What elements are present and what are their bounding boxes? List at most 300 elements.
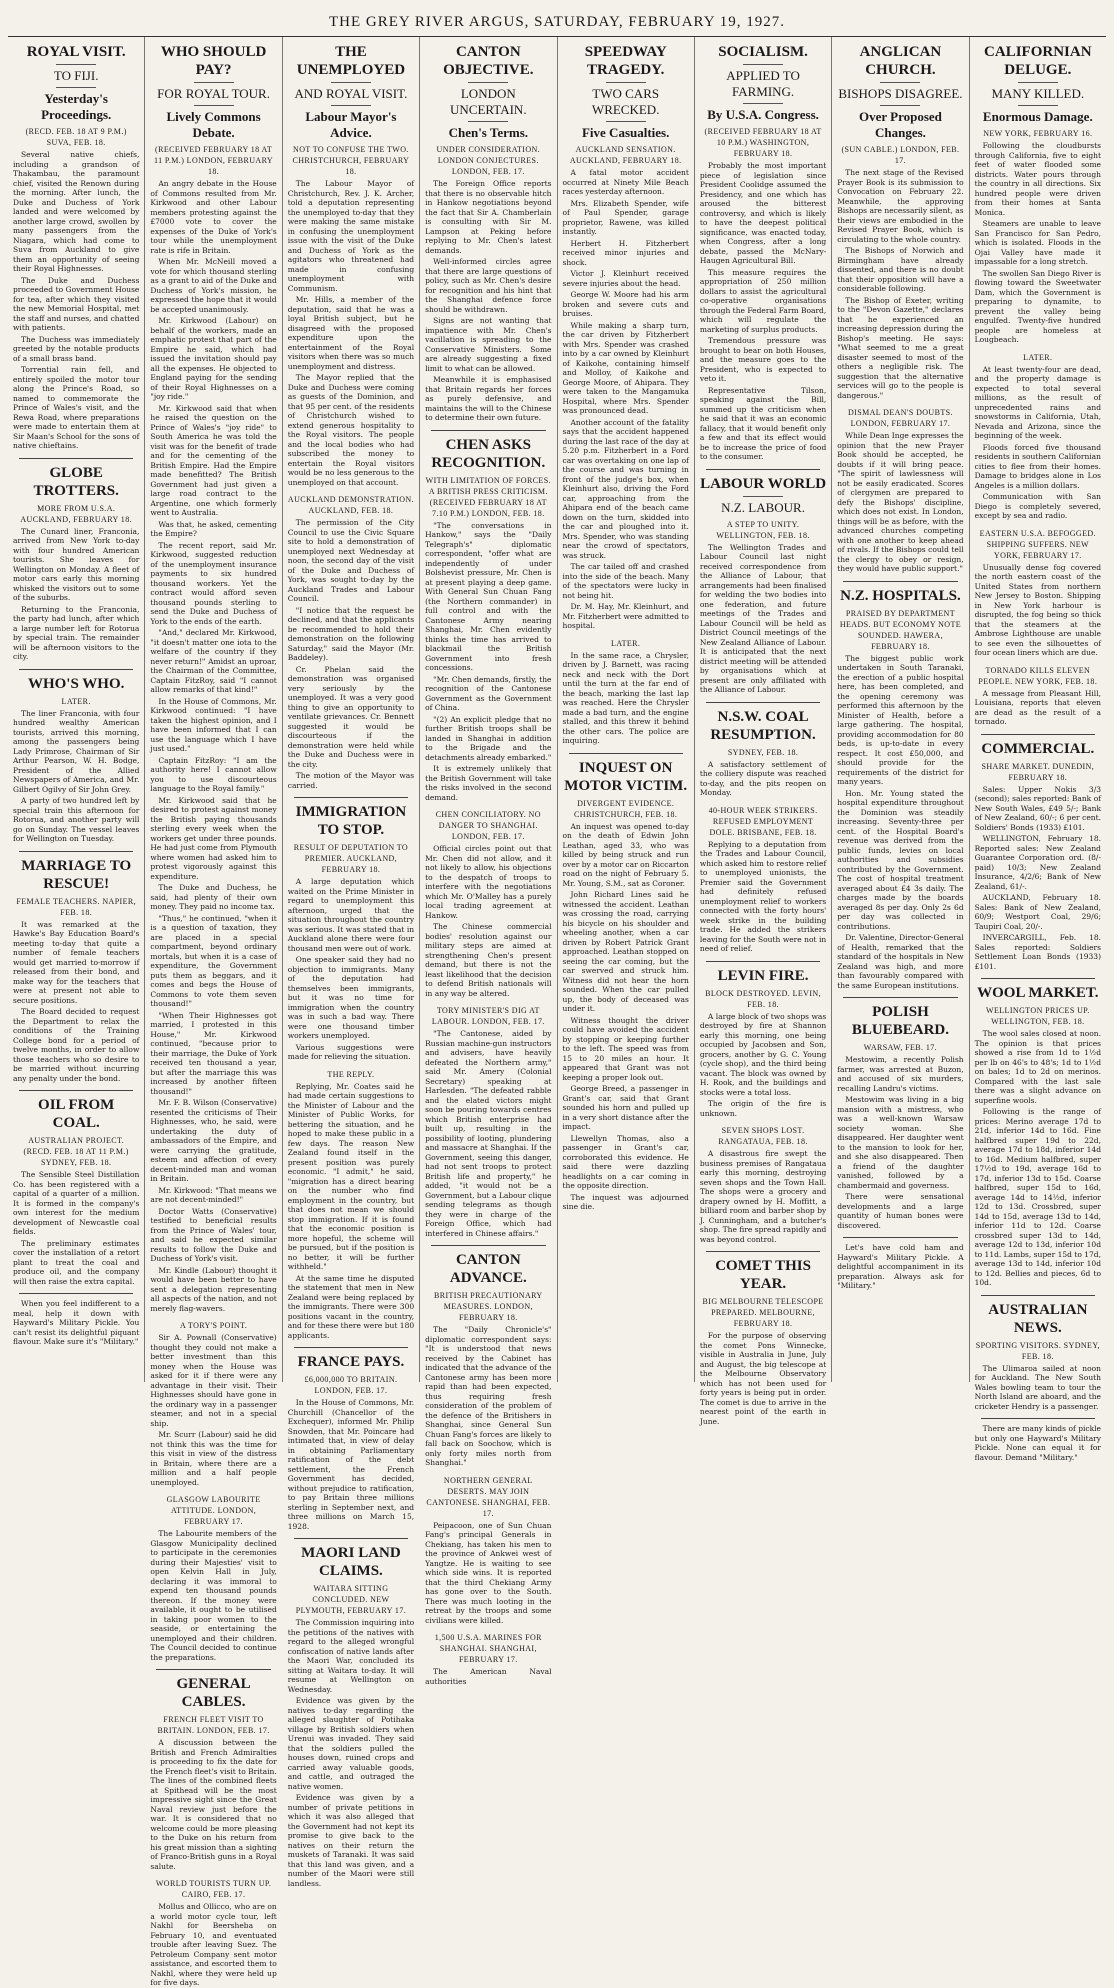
article-paragraph: Meanwhile it is emphasised that Britain regards her forces as purely defensive, and maintains the will to the Chinese to determine their own future.: [425, 375, 552, 422]
article-paragraph: "The conversations in Hankow," says the "Daily Telegraph's" diplomatic correspondent, "offer what are independently of under Bolshevist pressure, Mr. Chen is at present playing a deep game. With General Sun Chuan Fang (the Northern commander) in full control and with the Cantonese Army nearing Shanghai, Mr. Chen evidently thinks the time has arrived to blackmail the British Government into fresh concessions.: [425, 520, 552, 672]
article-headline: GLOBE TROTTERS.: [33, 464, 119, 499]
article-dateline: AUCKLAND DEMONSTRATION. AUCKLAND, FEB. 18.: [287, 495, 414, 515]
article-paragraph: "And," declared Mr. Kirkwood, "it doesn't matter one iota to the welfare of the country if they never return!" Amidst an uproar, the Chairman of the Committee, Captain FitzRoy, said "I cannot allow remarks of that kind!": [150, 628, 277, 694]
article-headline: ANGLICAN CHURCH.: [859, 44, 942, 78]
article: [975, 740, 1101, 972]
article-headline: POLISH BLUEBEARD.: [851, 1004, 949, 1038]
article-headline: IMMIGRATION TO STOP.: [295, 804, 407, 838]
article-paragraph: Victor J. Kleinhurt received severe injuries about the head.: [562, 269, 689, 288]
article-dateline: SEVEN SHOPS LOST. RANGATAUA, FEB. 18.: [718, 1126, 808, 1146]
headline-rule: [1018, 105, 1058, 106]
article-dateline: WITH LIMITATION OF FORCES. A BRITISH PRESS CRITICISM. (RECEIVED FEBRUARY 18 AT 7.10 P.M.) LONDON, FEB. 18.: [425, 475, 551, 518]
article-headline: N.Z. HOSPITALS.: [840, 587, 961, 604]
article: [425, 1475, 551, 1626]
article-paragraph: Cr. Phelan said the demonstration was organised very seriously by the unemployed. It was a very good thing to give an opportunity to ventilate grievances. Cr. Bennett suggested it would be discourteous if the demonstration were held while the Duke and Duchess were in the city.: [287, 664, 415, 769]
article: [13, 43, 139, 451]
article-paragraph: Another account of the fatality says that the accident happened during the last race of the day at 5.20 p.m. Fitzherbert in a Ford car was overtaking on one lap of the course and was turning in front of the judge's box, when Kleinhurt also, driving the Ford car, approaching from the Ahipara end of the beach came down on the turn, skidded into the car and ploughed into it. Mrs. Spender, who was standing near the crowd of spectators, was struck.: [562, 417, 689, 560]
article-headline: CANTON ADVANCE.: [449, 1252, 527, 1286]
article-divider: [431, 1245, 545, 1246]
article-paragraph: The Bishop of Exeter, writing to the "Devon Gazette," declares that he experienced an increasing depression during the Bishop's meeting. He says: "What seemed to me a great disaster seemed to most of the others a negligible risk. The suggestion that the alternative services will go to the people is dangerous.": [837, 295, 964, 400]
article: [150, 1675, 276, 1871]
article-deck: Five Casualties.: [581, 125, 670, 140]
article: [975, 528, 1101, 658]
headline-rule: [468, 121, 508, 122]
article-paragraph: There were sensational developments and a large quantity of human bones were discovered.: [837, 1192, 964, 1230]
article-paragraph: Mr. Kirkwood (Labour) on behalf of the workers, made an emphatic protest that part of the Empire he said, which had issued the invitation should pay all the expenses. He objected to England paying for the sending of their Royal Highnesses on a "joy ride.": [150, 316, 277, 401]
article-dateline: AUCKLAND SENSATION. AUCKLAND, FEBRUARY 18.: [569, 145, 682, 165]
article-headline: OIL FROM COAL.: [38, 1097, 115, 1131]
article-headline: WHO'S WHO.: [27, 675, 125, 692]
article-paragraph: Peipacoon, one of Sun Chuan Fang's principal Generals in Chekiang, has taken his men to the province of Ankwei west of Yangtze. He is waiting to see which side wins. It is reported that the third Chekiang Army has gone over to the South. There was much looting in the retreat by the troops and some civilians were killed.: [425, 1520, 552, 1625]
article-dateline: PRAISED BY DEPARTMENT HEADS. BUT ECONOMY NOTE SOUNDED. HAWERA, FEBRUARY 18.: [839, 608, 962, 651]
article-paragraph: When Mr. McNeill moved a vote for which thousand sterling as a grant to aid of the Duke and Duchess of York's mission, he expressed the hope that it would be accepted unanimously.: [150, 257, 277, 314]
article-dateline: (RECEIVED FEBRUARY 18 AT 11 P.M.) LONDON, FEBRUARY 18.: [154, 145, 274, 176]
article-deck: Over Proposed Changes.: [858, 109, 942, 140]
article-dateline: RESULT OF DEPUTATION TO PREMIER. AUCKLAND, FEBRUARY 18.: [293, 843, 409, 874]
headline-rule: [743, 103, 783, 104]
article-paragraph: The Wellington Trades and Labour Council last night received correspondence from the Alliance of Labour, that arrangements had been finalised for welding the two bodies into one federation, and future meetings of the Trades and Labour Council will be held as District Council meetings of the New Zealand Alliance of Labour. It is anticipated that the next district meeting will be attended by organisations which at present are only affiliated with the Alliance of Labour.: [699, 542, 827, 694]
article-divider: [569, 753, 683, 754]
article-paragraph: Mestowim, a recently Polish farmer, was arrested at Buzon, and accused of six murders, recalling Landru's victims.: [837, 1055, 964, 1093]
article-paragraph: A discussion between the British and French Admiralties is proceeding to fix the date for the French fleet's visit to Britain. The lines of the combined fleets at Spithead will be the most impressive sight since the Great Naval review just before the war. It is considered that no welcome could be more pleasing to the Duke on his return from his great mission than a sighting of Franco-British guns in a Royal salute.: [150, 1738, 277, 1871]
article-paragraph: Several native chiefs, including a grandson of Thakambau, the paramount chief, visited the Renown during the morning. After lunch, the Duke and Duchess of York landed and were welcomed by another large crowd, swollen by many passengers from the Niagara, which had come to Suva from Auckland to give them an opportunity of seeing their Royal Highnesses.: [13, 150, 140, 273]
article-paragraph: Following the cloudbursts through California, five to eight feet of water flooded some districts. Water pours through the country in all directions. Six hundred people were driven from their homes at Santa Monica.: [974, 141, 1101, 217]
article: [13, 464, 139, 662]
article-paragraph: Well-informed circles agree that there are large questions of policy, such as Mr. Chen's desire for recognition and his hint that the Shanghai defence force should be withdrawn.: [425, 257, 552, 314]
article-dateline: (SUN CABLE.) LONDON, FEB. 17.: [841, 145, 960, 165]
article-divider: [294, 797, 408, 798]
article-paragraph: At least twenty-four are dead, and the property damage is expected to total several millions, as the result of unprecedented rains and snowstorms in California, Utah, Nevada and Arizona, since the beginning of the week.: [974, 364, 1101, 440]
article-paragraph: Mestowim was living in a big mansion with a mistress, who was a well-known Warsaw society woman. She disappeared. Her daughter went to the mansion to look for her, and she also disappeared. Then a friend of the daughter vanished, followed by a chambermaid and governess.: [837, 1095, 964, 1190]
article: [150, 1320, 276, 1487]
article-divider: [981, 1295, 1095, 1296]
article: [13, 1096, 139, 1286]
article: [288, 1069, 414, 1341]
article-paragraph: Communication with San Diego is completely severed, except by sea and radio.: [974, 492, 1101, 520]
article-paragraph: "When Their Highnesses got married, I protested in this House," Mr. Kirkwood continued, "because prior to their marriage, the Duke of York received ten thousand a year, but after the marriage this was increased by another fifteen thousand!": [150, 1010, 277, 1096]
article-paragraph: "The Cantonese, aided by Russian machine-gun instructors and advisers, have heavily defeated the Northern army," said Mr. Amery (Colonial Secretary) speaking at Harlesden. "The defeated rabble and the elated victors might soon be pouring towards centres which British enterprise had built up, resulting in the possibility of looting, plundering and massacre at Shanghai. If the Government, seeing this danger, had not sent troops to protect British life and property," he added, "it would not be a Government, but a Labour clique sending telegrams as though they were in charge of the Foreign Office, which had interfered in Chinese affairs.": [425, 1029, 552, 1238]
article-dateline: WELLINGTON PRICES UP. WELLINGTON, FEB. 18.: [986, 1006, 1090, 1026]
article-dateline: UNDER CONSIDERATION. LONDON CONJECTURES. LONDON, FEB. 17.: [436, 145, 541, 176]
article-paragraph: Was that, he asked, cementing the Empire?: [150, 519, 277, 538]
article-paragraph: In the same race, a Chrysler, driven by J. Barnett, was racing neck and neck with the Dort until the turn at the far end of the beach, marking the last lap was reached. Here the Chrysler made a bad turn, and the engine stalled, and this threw it behind the other cars. The police are inquiring.: [562, 650, 689, 745]
article-paragraph: Dr. M. Hay, Mr. Kleinhurt, and Mr. Fitzherbert were admitted to hospital.: [562, 602, 689, 630]
article: [975, 984, 1101, 1288]
article: [288, 803, 414, 1062]
article-paragraph: Mr. Hills, a member of the deputation, said that he was a loyal British subject, but he disagreed with the proposed expenditure upon the entertainment of the Royal visitors when there was so much unemployment and distress.: [287, 295, 415, 371]
article-dateline: WORLD TOURISTS TURN UP. CAIRO, FEB. 17.: [155, 1879, 272, 1899]
article: [837, 43, 963, 400]
article-paragraph: An inquest was opened to-day on the death of Edwin John Leathan, aged 33, who was killed by being struck and run over by a motor car on Riccarton road on the night of February 5. Mr. Young, S.M., sat as Coroner.: [562, 821, 689, 888]
article: [837, 587, 963, 991]
article-dateline: GLASGOW LABOURITE ATTITUDE. LONDON, FEBRUARY 17.: [166, 1495, 261, 1526]
headline-rule: [331, 82, 371, 83]
article-headline: CALIFORNIAN DELUGE.: [984, 44, 1092, 78]
article-dateline: WAITARA SITTING CONCLUDED. NEW PLYMOUTH, FEBRUARY 17.: [295, 1584, 407, 1615]
article-paragraph: "(2) An explicit pledge that no further British troops shall be landed in Shanghai in addition to the Brigade and the detachments already embarked.": [425, 714, 552, 762]
column-5: [558, 37, 695, 1382]
article-paragraph: The Ulimaroa sailed at noon for Auckland. The New South Wales bowling team to tour the North Island are aboard, and the cricketer Hendry is a passenger.: [974, 1363, 1101, 1411]
article-paragraph: Signs are not wanting that impatience with Mr. Chen's vacillation is spreading to the Conservative Ministers. Some are already suggesting a fixed limit to what can be allowed.: [425, 316, 552, 373]
article: [150, 1878, 276, 1988]
article-dateline: DISMAL DEAN'S DOUBTS. LONDON, FEBRUARY 17.: [847, 408, 953, 428]
article-paragraph: A fatal motor accident occurred at Ninety Mile Beach races yesterday afternoon.: [562, 168, 689, 196]
article-paragraph: Replying, Mr. Coates said he had made certain suggestions to the Minister of Labour and the Minister of Public Works, for bettering the situation, and he hoped to make these public in a few days. The reason New Zealand found itself in the present position was purely economic. "I admit," he said, "migration has a direct bearing on the number who find employment in the country, but that does not mean we should stop immigration. If it is found that the economic position is more hopeful, the scheme will be pursued, but if the position is no better, it will be further withheld.": [287, 1081, 415, 1271]
advert-text: When you feel indifferent to a meal, help it down with Hayward's Military Pickle. You can't resist its delightful piquant flavour. Make sure it's "Military.": [13, 1299, 140, 1346]
article-dateline: BRITISH PRECAUTIONARY MEASURES. LONDON, FEBRUARY 18.: [433, 1291, 543, 1322]
article-paragraph: John Richard Lines said he witnessed the accident. Leathan was crossing the road, carrying his bicycle on his shoulder and wheeling another, when a car driven by Robert Patrick Grant approached. Leathan stopped on seeing the car coming, but the car swerved and struck him. Witness did not hear the horn sounded. When the car pulled up, the body of deceased was under it.: [562, 890, 689, 1013]
article-paragraph: Replying to a deputation from the Trades and Labour Council, which asked him to restore relief to unemployed unionists, the Premier said the Government had definitely refused unemployment relief to workers connected with the forty hours' week strike in the building trade. He added the strikers leaving for the South were not in need of relief.: [699, 839, 827, 953]
article-subheadline: AND ROYAL VISIT.: [294, 86, 408, 101]
article-subheadline: MANY KILLED.: [991, 86, 1085, 101]
article: [700, 475, 826, 695]
article-paragraph: The Bishops of Norwich and Birmingham have already dissented, and there is no doubt that their opposition will have a considerable following.: [837, 246, 964, 293]
article-paragraph: Herbert H. Fitzherbert received minor injuries and shock.: [562, 238, 689, 267]
article-dateline: 1,500 U.S.A. MARINES FOR SHANGHAI. SHANGHAI, FEBRUARY 17.: [434, 1633, 542, 1664]
article-paragraph: INVERCARGILL, Feb. 18. Sales reported: Soldiers Settlement Loan Bonds (1933) £101.: [974, 933, 1101, 971]
article-paragraph: Mr. Kirkwood said that when he raised the question on the Prince of Wales's "joy ride" to South America he was told the visit was for the benefit of trade and for the cementing of the British Empire. Had the Empire made benefitted? The British Government had just given a large road contract to the Argentine, one which formerly went to Australia.: [150, 403, 277, 517]
article-paragraph: Sales: Upper Nokis 3/3 (second); sales reported: Bank of New South Wales, £49 5/-; Bank of New Zealand, 60/-; 6 per cent. Soldiers' Bonds (1933) £101.: [974, 784, 1101, 832]
article-dateline: (RECD. FEB. 18 AT 9 P.M.) SUVA, FEB. 18.: [25, 127, 127, 147]
article-paragraph: Mr. Kirkwood said that he desired to protest against money the British paying thousands sterling every week when the workers get under three pounds. He had just come from Plymouth where women had asked him to protest vigorously against this expenditure.: [150, 795, 277, 881]
headline-rule: [880, 105, 920, 106]
article-paragraph: Mr. Kirkwood: "That means we are not decent-minded!": [150, 1185, 277, 1204]
article-headline: THE UNEMPLOYED: [296, 44, 406, 78]
article: [700, 1257, 826, 1426]
article-dateline: LATER.: [61, 696, 91, 706]
article-headline: MARRIAGE TO RESCUE!: [21, 857, 132, 892]
article-paragraph: Torrential rain fell, and entirely spoiled the motor tour along the Prince's Road, so named to commemorate the Prince of Wales's visit, and the Rewa Road, where preparations were made to entertain them at Sir Maan's School for the sons of native chieftains.: [13, 365, 140, 450]
masthead: THE GREY RIVER ARGUS, SATURDAY, FEBRUARY 19, 1927.: [8, 6, 1106, 37]
article-dateline: A STEP TO UNITY. WELLINGTON, FEB. 18.: [716, 519, 810, 540]
article: [150, 1494, 276, 1662]
article-divider: [706, 1251, 820, 1252]
article-dateline: MORE FROM U.S.A. AUCKLAND, FEBRUARY 18.: [20, 503, 132, 524]
article-paragraph: The Labourite members of the Glasgow Municipality declined to participate in the ceremonies during their Majesties' visit to open Kelvin Hall in July, declaring it was immoral to expend ten thousand pounds thereon. If the money were available, it ought to be utilised in taking poor women to the seaside, or entertaining the unemployed and their children. The Council decided to continue the preparations.: [150, 1529, 277, 1662]
article: [700, 805, 826, 954]
article-paragraph: The liner Franconia, with four hundred wealthy American tourists, arrived this morning, among the passengers being Lady Primrose, Chairman of Sir Arthur Pearson, W. H. Bodge, President of the Allied Newspapers of America, and Mr. Gilbert Ogilvy of Sir John Grey.: [13, 708, 140, 794]
article-paragraph: "Mr. Chen demands, firstly, the recognition of the Cantonese Government as the Government of China.: [425, 674, 552, 712]
article-paragraph: The Duke and Duchess, he said, had plenty of their own money. They paid no income tax.: [150, 883, 277, 911]
article-paragraph: The motion of the Mayor was carried.: [287, 771, 415, 790]
article-dateline: FRENCH FLEET VISIT TO BRITAIN. LONDON, FEB. 17.: [157, 1715, 270, 1735]
article-paragraph: Mollus and Ollicco, who are on a world motor cycle tour, left Nakhl for Beersheba on February 10, and eventuated trouble after leaving Suez. The Petroleum Company sent motor assistance, and escorted them to Nakhl, where they were held up for five days.: [150, 1902, 277, 1987]
article: [975, 352, 1101, 521]
article-paragraph: The preliminary estimates cover the installation of a retort plant to treat the coal and produce oil, and the company will then raise the extra capital.: [13, 1238, 140, 1286]
article-dateline: (RECEIVED FEBRUARY 18 AT 10 P.M.) WASHINGTON, FEBRUARY 18.: [704, 127, 822, 158]
article-paragraph: Various suggestions were made for relieving the situation.: [287, 1042, 415, 1061]
headline-rule: [606, 82, 646, 83]
article-paragraph: Sir A. Pownall (Conservative) thought they could not make a better investment than this money when the House was asked for it if there were any advantage in their visit. Their Highnesses should have gone in the ordinary way in a passenger steamer, and not in a special ship.: [150, 1333, 277, 1428]
article-paragraph: Tremendous pressure was brought to bear on both Houses, and the measure goes to the President, who is expected to veto it.: [699, 336, 827, 383]
article-dateline: BLOCK DESTROYED. LEVIN, FEB. 18.: [705, 988, 821, 1009]
headline-rule: [194, 82, 234, 83]
advert-divider: [981, 1418, 1095, 1419]
column-4: [420, 37, 557, 1686]
article: [425, 1005, 551, 1238]
article-paragraph: Witness thought the driver could have avoided the accident by stopping or keeping further to the left. The speed was from 15 to 20 miles an hour. It appeared that Grant was not keeping a proper look out.: [562, 1015, 689, 1082]
article-deck: Yesterday's Proceedings.: [41, 91, 112, 122]
article-paragraph: A large deputation which waited on the Prime Minister in regard to unemployment this afternoon, urged that the situation throughout the country was serious. It was stated that in Auckland alone there were four thousand men were out of work.: [287, 877, 415, 953]
article-paragraph: The Mayor replied that the Duke and Duchess were coming as guests of the Dominion, and that 95 per cent. of the residents of Christchurch wished to extend generous hospitality to the Royal visitors. The people and the local bodies who had subscribed the money to entertain the Royal visitors would be no less generous to the unemployed on that account.: [287, 373, 415, 487]
columns-container: [8, 37, 1106, 1987]
advert-divider: [843, 1237, 957, 1238]
headline-rule: [880, 82, 920, 83]
column-7: [832, 37, 969, 1382]
article-paragraph: The Foreign Office reports that there is no observable hitch in Hankow negotiations beyond the fact that Sir A. Chamberlain is consulting with Sir M. Lampson at Peking before replying to Mr. Chen's latest demands.: [425, 179, 552, 255]
article: [700, 1125, 826, 1244]
article-paragraph: The Labour Mayor of Christchurch, Rev. J. K. Archer, told a deputation representing the unemployed to-day that they were making the same mistake in confusing the unemployment issue with the visit of the Duke and Duchess of York as the agitators who threatened had made in confusing unemployment with Communism.: [287, 179, 415, 293]
article-subheadline: N.Z. LABOUR.: [721, 499, 805, 515]
article: [425, 809, 551, 998]
article-headline: CANTON OBJECTIVE.: [443, 44, 534, 78]
article-paragraph: The Duchess was immediately greeted by the notable products of a small brass band.: [13, 334, 140, 363]
article-paragraph: While making a sharp turn, the car driven by Fitzherbert with Mrs. Spender was crashed into by a car owned by Kleinhurt of Kaikohe, containing himself and Molloy, of Kaikohe and George Moore, of Ahipara. They were taken to the Mangamuka Hospital, where Mrs. Spender was pronounced dead.: [562, 320, 689, 415]
article: [288, 494, 414, 790]
article-deck: By U.S.A. Congress.: [707, 107, 819, 122]
article: [425, 1251, 551, 1468]
article-headline: COMMERCIAL.: [981, 740, 1095, 757]
article-subheadline: BISHOPS DISAGREE.: [838, 86, 963, 101]
article-dateline: SHARE MARKET. DUNEDIN, FEBRUARY 18.: [981, 761, 1095, 782]
article-paragraph: The Sensible Steel Distillation Co. has been registered with a capital of a quarter of a million. It is formed in the company's own interest for the medium development of Newcastle coal fields.: [13, 1170, 140, 1236]
article-headline: LABOUR WORLD: [700, 475, 827, 492]
article: [150, 43, 276, 1313]
article-paragraph: AUCKLAND, February 18. Sales: Bank of New Zealand, 60/9; Westport Coal, 29/6; Taupiri Coal, 20/-.: [974, 893, 1101, 931]
article: [288, 1544, 414, 1888]
article-headline: SOCIALISM.: [718, 44, 808, 60]
headline-rule: [194, 105, 234, 106]
article-divider: [431, 430, 545, 431]
article-paragraph: The permission of the City Council to use the Civic Square site to hold a demonstration of unemployed next Wednesday at noon, the second day of the visit of the Duke and Duchess of York, was sought to-day by the Auckland Trades and Labour Council.: [287, 518, 415, 603]
article-paragraph: The Cunard liner, Franconia, arrived from New York to-day with four hundred American tourists. She leaves for Wellington on Monday. A fleet of motor cars early this morning whisked the visitors out to some of the suburbs.: [13, 526, 140, 602]
article-paragraph: The recent report, said Mr. Kirkwood, suggested reduction of the unemployment insurance payments to six hundred thousand workers. Yet the contract would afford seven thousand pounds sterling to send the Duke and Duchess of York to the ends of the earth.: [150, 540, 277, 626]
article-headline: ROYAL VISIT.: [26, 44, 126, 60]
article-paragraph: Official circles point out that Mr. Chen did not allow, and it not likely to allow, his objections to the despatch of troops to interfere with the negotiations which Mr. O'Malley has a purely local trading agreement at Hankow.: [425, 844, 552, 920]
advert-divider: [19, 1293, 133, 1294]
article-paragraph: For the purpose of observing the comet Pons Winnecke, visible in Australia in June, July and August, the big telescope at the Melbourne Observatory which has not been used for forty years is being put in order. The comet is due to arrive in the nearest point of the earth in June.: [699, 1331, 827, 1426]
article: [700, 43, 826, 462]
article-deck: Labour Mayor's Advice.: [305, 109, 397, 140]
article-subheadline: TO FIJI.: [53, 68, 99, 83]
article-paragraph: The inquest was adjourned sine die.: [562, 1192, 689, 1211]
article-paragraph: The Board decided to request the Department to relax the conditions of the Training College bond for a period of twelve months, in order to allow those teachers who so desire to be married without incurring any penalty under the bond.: [13, 1007, 140, 1083]
article-paragraph: While Dean Inge expresses the opinion that the new Prayer Book should be accepted, he doubts if it will bring peace. "The spirit of lawlessness will not be easily eradicated. Scores of clergymen are prepared to defy the Bishops' discipline, which does not exist. In London, things will be as before, with the advanced churches competing with one another to keep ahead of rivals. If the Bishops could tell the clergy to obey or resign, they would have public support.": [837, 431, 964, 573]
article-subheadline: FOR ROYAL TOUR.: [157, 86, 270, 101]
article-subheadline: LONDON UNCERTAIN.: [450, 86, 527, 117]
article-paragraph: Probably the most important piece of legislation since President Coolidge assumed the Presidency, and one which has aroused the bitterest controversy, and which is likely to have the deepest political significance, was enacted today, when Congress, after a long debate, passed the McNary-Haugen Agricultural Bill.: [699, 161, 827, 265]
article-headline: FRANCE PAYS.: [297, 1354, 405, 1370]
article-dateline: £6,000,000 TO BRITAIN. LONDON, FEB. 17.: [304, 1375, 398, 1395]
article-subheadline: TWO CARS WRECKED.: [591, 86, 660, 117]
article-divider: [19, 851, 133, 852]
column-3: [283, 37, 420, 1888]
article-dateline: THE REPLY.: [327, 1069, 375, 1079]
article-dateline: AUSTRALIAN PROJECT. (RECD. FEB. 18 AT 11 P.M.) SYDNEY, FEB. 18.: [23, 1136, 129, 1167]
article-dateline: SPORTING VISITORS. SYDNEY, FEB. 18.: [975, 1340, 1100, 1361]
article-paragraph: Following is the range of prices: Merino average 17d to 21d, inferior 14d to 16d. Fine halfbred super 19d to 22d, average 17d to 18d, inferior 14d to 16d. Medium halfbred, super 17½d to 19d, average 16d to 17d, inferior 13d to 15d. Coarse halfbred, super 15d to 16d, average 14d to 14½d, inferior 12d to 13d. Crossbred, super 14d to 15d, average 13d to 14d, inferior 11d to 12d. Coarse crossbred super 13d to 14d, average 12d to 13d, inferior 10d to 11d. Lambs, super 15d to 17d, average 13d to 14d, inferior 10d to 12d. Bellies and pieces, 6d to 10d.: [974, 1107, 1101, 1287]
article-headline: GENERAL CABLES.: [176, 1676, 251, 1710]
article-paragraph: The Commission inquiring into the petitions of the natives with regard to the alleged wrongful confiscation of native lands after the Maori War, concluded its sitting at Waitara to-day. It will resume at Wellington on Wednesday.: [287, 1618, 415, 1694]
article-headline: SPEEDWAY TRAGEDY.: [584, 44, 667, 78]
article-paragraph: The car tailed off and crashed into the side of the beach. Many of the spectators were lucky in not being hit.: [562, 562, 689, 600]
article: [837, 1003, 963, 1230]
article-dateline: TORY MINISTER'S DIG AT LABOUR. LONDON, FEB. 17.: [431, 1006, 545, 1026]
article: [563, 638, 689, 746]
column-2: [145, 37, 282, 1987]
article: [975, 1301, 1101, 1412]
column-6: [695, 37, 832, 1426]
article: [563, 43, 689, 631]
advert-text: There are many kinds of pickle but only one Hayward's Military Pickle. None can equal it for flavour. Demand "Military.": [974, 1424, 1101, 1462]
article-divider: [19, 458, 133, 459]
headline-rule: [743, 64, 783, 65]
article-paragraph: A disastrous fire swept the business premises of Rangataua early this morning, destroying seven shops and the Town Hall. The shops were a grocery and drapery owned by H. Moffitt, a billiard room and barber shop by J. Cunningham, and a butcher's shop. The fire spread rapidly and was beyond control.: [699, 1149, 827, 1244]
article-paragraph: Mr. F. B. Wilson (Conservative) resented the criticisms of Their Highnesses, who, he said, were undertaking the duty of ambassadors of the Empire, and were carrying the gratitude, esteem and affection of every decent-minded man and woman in Britain.: [150, 1098, 277, 1183]
article-divider: [843, 997, 957, 998]
headline-rule: [331, 105, 371, 106]
headline-rule: [468, 82, 508, 83]
article-headline: INQUEST ON MOTOR VICTIM.: [564, 759, 688, 794]
article-paragraph: Returning to the Franconia, the party had lunch, after which a large number left for Rotorua by special train. The remainder will be afternoon visitors to the city.: [13, 604, 140, 661]
article-paragraph: The "Daily Chronicle's" diplomatic correspondent says: "It is understood that news received by the Cabinet has indicated that the advance of the Cantonese army has been more rapid than had been expected, thus requiring fresh consideration of the problem of the defence of the Britishers in Shanghai, since General Sun Chuan Fang's forces are likely to fall back on Soochow, which is only forty miles north from Shanghai.": [425, 1325, 552, 1467]
article-headline: MAORI LAND CLAIMS.: [301, 1545, 401, 1579]
article-paragraph: Llewellyn Thomas, also a passenger in Grant's car, corroborated this evidence. He said there were dazzling headlights on a car coming in the opposite direction.: [562, 1133, 689, 1190]
article-paragraph: A message from Pleasant Hill, Louisiana, reports that eleven are dead as the result of a tornado.: [974, 688, 1101, 726]
article-paragraph: It is extremely unlikely that the British Government will take the risks involved in the second demand.: [425, 764, 552, 802]
article-paragraph: In the House of Commons, Mr. Kirkwood continued: "I have taken the highest opinion, and I have been informed that I can use the language which I have just used.": [150, 696, 277, 753]
article-paragraph: "I notice that the request be declined, and that the applicants be recommended to hold their demonstration on the following Saturday," said the Mayor (Mr. Baddeley).: [287, 605, 415, 662]
headline-rule: [743, 496, 783, 497]
article-dateline: FEMALE TEACHERS. NAPIER, FEB. 18.: [16, 896, 137, 917]
article-dateline: WARSAW, FEB. 17.: [863, 1043, 938, 1052]
article-headline: WOOL MARKET.: [977, 985, 1099, 1001]
article: [288, 1353, 414, 1531]
article: [425, 43, 551, 423]
article-paragraph: Captain FitzRoy: "I am the authority here! I cannot allow you to use discourteous language to the Royal family.": [150, 755, 277, 793]
article-paragraph: Dr. Valentine, Director-General of Health, remarked that the standard of the hospitals in New Zealand was high, and more than favourably compared with the same European institutions.: [837, 933, 964, 990]
article-paragraph: One speaker said they had no objection to immigrants. Many of the deputation had themselves been immigrants, but it was no time for immigration when the country was in such a bad way. There were one thousand timber workers unemployed.: [287, 955, 415, 1040]
article-paragraph: This measure requires the appropriation of 250 million dollars to assist the agricultural co-operative organisations through the Federal Farm Board, which will regulate the marketing of surplus products.: [699, 267, 827, 334]
article-divider: [294, 1347, 408, 1348]
article-paragraph: Unusually dense fog covered the north eastern coast of the United States from northern New Jersey to Boston. Shipping in New York harbour is disrupted, the fog being so thick that the steamers at the Ambrose Lighthouse are unable to see even the silhouettes of four ocean liners which are due.: [974, 562, 1101, 657]
article-divider: [19, 1090, 133, 1091]
headline-rule: [56, 87, 96, 88]
article-divider: [294, 1538, 408, 1539]
article-divider: [19, 669, 133, 670]
article: [425, 1632, 551, 1686]
article-deck: Lively Commons Debate.: [166, 109, 261, 140]
article-paragraph: George Breed, a passenger in Grant's car, said that Grant sounded his horn and pulled up in a very short distance after the impact.: [562, 1084, 689, 1131]
article-dateline: NORTHERN GENERAL DESERTS. MAY JOIN CANTONESE. SHANGHAI, FEB. 17.: [426, 1475, 551, 1518]
article-headline: N.S.W. COAL RESUMPTION.: [710, 708, 816, 743]
article-divider: [843, 581, 957, 582]
article-dateline: DIVERGENT EVIDENCE. CHRISTCHURCH, FEB. 18.: [574, 798, 678, 819]
article-dateline: A TORY'S POINT.: [179, 1321, 248, 1330]
article-paragraph: The Chinese commercial bodies' resolution against our military steps are aimed at strengthening Chen's present demand, but there is not the least likelihood that the decision to defend British nationals will in any way be altered.: [425, 922, 552, 998]
article-paragraph: The origin of the fire is unknown.: [699, 1099, 827, 1118]
headline-rule: [56, 64, 96, 65]
article-dateline: NOT TO CONFUSE THE TWO. CHRISTCHURCH, FEBRUARY 18.: [292, 145, 410, 176]
article-divider: [706, 469, 820, 470]
article: [700, 708, 826, 798]
article-divider: [706, 961, 820, 962]
article: [13, 675, 139, 844]
article-paragraph: George W. Moore had his arm broken and severe cuts and bruises.: [562, 290, 689, 318]
article: [425, 436, 551, 803]
article-divider: [981, 978, 1095, 979]
headline-rule: [1018, 82, 1058, 83]
article-paragraph: Mr. Kindle (Labour) thought it would have been better to have sent a delegation representing all aspects of the nation, and not merely flag-wavers.: [150, 1265, 277, 1313]
article-paragraph: A party of two hundred left by special train this afternoon for Rotorua, and another party will go on Sunday. The vessel leaves for Wellington on Tuesday.: [13, 796, 140, 843]
article-paragraph: The wool sales closed at noon. The opinion is that prices showed a rise from 1d to 1½d per lb on 46's to 48's; 1d to 1½d on bales; 1d to 2d on merinos. Compared with the last sale there was a slight advance on superfine wools.: [974, 1029, 1101, 1105]
article-dateline: 40-HOUR WEEK STRIKERS. REFUSED EMPLOYMENT DOLE. BRISBANE, FEB. 18.: [708, 805, 818, 837]
article-paragraph: WELLINGTON, February 18. Reported sales: New Zealand Guarantee Corporation ord. (8/- paid) 10/3; New Zealand Insurance, 4/2/6; Bank of New Zealand, 61/-.: [974, 834, 1101, 891]
article-paragraph: The Duke and Duchess proceeded to Government House for tea, after which they visited the new Memorial Hospital, met the staff and nurses, and chatted with patients.: [13, 275, 140, 332]
column-1: [8, 37, 145, 1382]
article-paragraph: At the same time he disputed the statement that men in New Zealand were being replaced by the immigrants. There were 300 positions vacant in the country, and for these there were but 180 applicants.: [287, 1273, 415, 1340]
article: [975, 43, 1101, 345]
article-dateline: SYDNEY, FEB. 18.: [727, 747, 799, 757]
article-paragraph: Hon. Mr. Young stated the hospital expenditure throughout the Dominion was steadily increasing. Seventy-three per cent. of the Hospital Board's revenue was derived from the public funds, levies on local authorities and subsidies contributed by the Government. The cost of hospital treatment averaged about £4 3s daily. The charges made by the boards averaged 8s per day. Only 2s 6d per day was collected in contributions.: [837, 788, 964, 931]
article-paragraph: A satisfactory settlement of the colliery dispute was reached to-day, and the pits reopen on Monday.: [699, 759, 827, 797]
article: [837, 407, 963, 574]
article: [975, 665, 1101, 727]
article-paragraph: A large block of two shops was destroyed by fire at Shannon early this morning, one being occupied by Jacobsen and Son, grocers, another by G. C. Young (cycle shop), and the third being vacant. The block was owned by H. Rook, and the buildings and stocks were a total loss.: [699, 1011, 827, 1097]
headline-rule: [606, 121, 646, 122]
article-paragraph: The next stage of the Revised Prayer Book is its submission to Convocation on February 22. Meanwhile, the approving Bishops are necessarily silent, as their views are embodied in the Revised Prayer Book, which is circulating to the whole country.: [837, 168, 964, 244]
article-paragraph: Mr. Scurr (Labour) said he did not think this was the time for this visit in view of the distress in Britain, where there are a million and a half people unemployed.: [150, 1430, 277, 1487]
article-subheadline: APPLIED TO FARMING.: [726, 68, 800, 99]
article-headline: AUSTRALIAN NEWS.: [988, 1301, 1088, 1336]
article-paragraph: The American Naval authorities: [425, 1667, 552, 1686]
article-divider: [156, 1669, 270, 1670]
article-divider: [706, 702, 820, 703]
article-dateline: TORNADO KILLS ELEVEN PEOPLE. NEW YORK, FEB. 18.: [978, 665, 1098, 686]
article-divider: [981, 734, 1095, 735]
article-paragraph: Doctor Watts (Conservative) testified to beneficial results from the Prince of Wales' tour, and said he expected similar results to follow the Duke and Duchess of York's visit.: [150, 1206, 277, 1263]
article-paragraph: It was remarked at the Hawke's Bay Education Board's meeting to-day that quite a number of female teachers would get married to-morrow if released from their bond, and make way for the teachers that were at present not able to secure positions.: [13, 919, 140, 1005]
article: [288, 43, 414, 487]
article: [13, 857, 139, 1084]
article-paragraph: Evidence was given by a number of private petitions in which it was also alleged that the Government had not kept its promise to give back to the natives on their return the muskets of Taranaki. It was said that this land was given, and a number of the Maori were still landless.: [287, 1793, 415, 1888]
article-dateline: CHEN CONCILIATORY. NO DANGER TO SHANGHAI. LONDON, FEB. 17.: [435, 810, 541, 841]
article-paragraph: In the House of Commons, Mr. Churchill (Chancellor of the Exchequer), informed Mr. Philip Snowden, that Mr. Poincare had intimated that, in view of delay in obtaining Parliamentary ratification of the debt settlement, the French Government has decided, without prejudice to ratification, to pay Britain three millions sterling in September next, and three millions on March 15, 1928.: [287, 1398, 415, 1531]
article-dateline: LATER.: [611, 638, 641, 648]
article-paragraph: "Thus," he continued, "when it is a question of taxation, they are placed in a special compartment, beyond ordinary mortals, but when it is a case of expenditure, the Government puts them as beggars, and it comes and begs the House of Commons to vote them seven thousand!": [150, 913, 277, 1008]
article-headline: WHO SHOULD PAY?: [160, 44, 267, 78]
article: [563, 759, 689, 1212]
article-dateline: NEW YORK, FEBRUARY 16.: [983, 129, 1093, 138]
article-paragraph: Steamers are unable to leave San Francisco for San Pedro, which is isolated. Floods in the Ojai Valley have made it impassable for a long stretch.: [974, 219, 1101, 266]
article-headline: COMET THIS YEAR.: [715, 1258, 811, 1292]
article-paragraph: Floods forced five thousand residents in southern Californian cities to flee from their homes. Damage to bridges alone in Los Angeles is a million dollars.: [974, 442, 1101, 490]
article-deck: Enormous Damage.: [982, 109, 1093, 124]
article-dateline: BIG MELBOURNE TELESCOPE PREPARED. MELBOURNE, FEBRUARY 18.: [702, 1297, 824, 1328]
article-paragraph: The swollen San Diego River is flowing toward the Sweetwater Dam, which the Government is preparing to dynamite, to prevent the valley being engulfed. Twenty-five hundred people are homeless at Lougbeach.: [974, 268, 1101, 344]
article-dateline: EASTERN U.S.A. BEFOGGED. SHIPPING SUFFERS. NEW YORK, FEBRUARY 17.: [979, 528, 1096, 560]
article-paragraph: Mrs. Elizabeth Spender, wife of Paul Spender, garage proprietor, Rawene, was killed instantly.: [562, 198, 689, 236]
article-dateline: LATER.: [1023, 352, 1053, 362]
advert-text: Let's have cold ham and Hayward's Military Pickle. A delightful accompaniment in its preparation. Always ask for "Military.": [837, 1243, 964, 1290]
article-headline: CHEN ASKS RECOGNITION.: [431, 436, 546, 471]
article-paragraph: The biggest public work undertaken in South Taranaki, the erection of a public hospital here, has been completed, and the opening ceremony was performed this afternoon by the Minister of Health, before a large gathering. The hospital, providing accommodation for 80 beds, is up-to-date in every respect. It cost £50,000, and should provide for the requirements of the district for many years.: [837, 653, 964, 786]
article-paragraph: Evidence was given by the natives to-day regarding the alleged slaughter of Potihaka village by British soldiers when Urenui was invaded. They said that the soldiers pulled the houses down, ruined crops and carried away valuable goods, and cattle, and outraged the native women.: [287, 1696, 415, 1791]
article: [700, 967, 826, 1119]
article-paragraph: Representative Tilson, speaking against the Bill, summed up the criticism when he said that it was an economic fallacy, that it would benefit only a few and that its effect would be to increase the price of food to the consumer.: [699, 385, 827, 461]
article-deck: Chen's Terms.: [448, 125, 529, 140]
article-paragraph: An angry debate in the House of Commons resulted from Mr. Kirkwood and other Labour members protesting against the £7000 vote to cover the expenses of the Duke of York's tour while the unemployment rate is rife in Britain.: [150, 179, 277, 255]
